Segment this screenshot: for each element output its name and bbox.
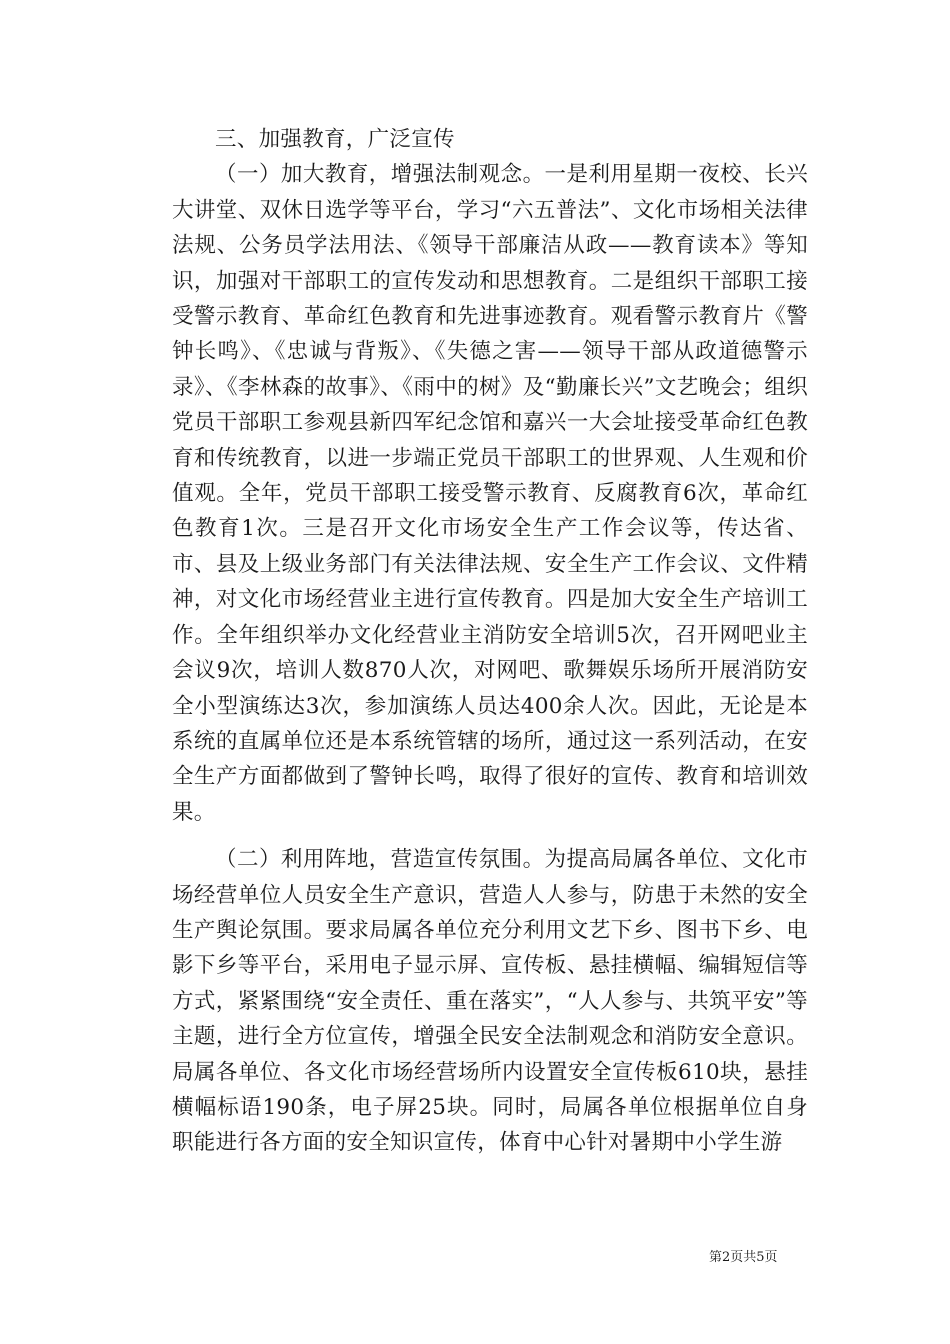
document-body [172,122,808,1161]
page-number: 第2页共5页 [709,1250,778,1265]
paragraph-publicity: （二）利用阵地，营造宣传氛围。为提高局属各单位、文化市场经营单位人员安全生产意识，营造人人参与，防患于未然的安全生产舆论氛围。要求局属各单位充分利用文艺下乡、图书下乡、电影下乡等平台，采用电子显示屏、宣传板、悬挂横幅、编辑短信等方式，紧紧围绕“安全责任、重在落实”，“人人参与、共筑平安”等主题，进行全方位宣传，增强全民安全法制观念和消防安全意识。局属各单位、各文化市场经营场所内设置安全宣传板610块，悬挂横幅标语190条，电子屏25块。同时，局属各单位根据单位自身职能进行各方面的安全知识宣传，体育中心针对暑期中小学生游 [172,847,808,1156]
section-heading: 三、加强教育，广泛宣传 [215,127,455,152]
paragraph-education: （一）加大教育，增强法制观念。一是利用星期一夜校、长兴大讲堂、双休日选学等平台，学习“六五普法”、文化市场相关法律法规、公务员学法用法、《领导干部廉洁从政——教育读本》等知识，加强对干部职工的宣传发动和思想教育。二是组织干部职工接受警示教育、革命红色教育和先进事迹教育。观看警示教育片《警钟长鸣》、《忠诚与背叛》、《失德之害——领导干部从政道德警示录》、《李林森的故事》、《雨中的树》及“勤廉长兴”文艺晚会；组织党员干部职工参观县新四军纪念馆和嘉兴一大会址接受革命红色教育和传统教育，以进一步端正党员干部职工的世界观、人生观和价值观。全年，党员干部职工接受警示教育、反腐教育6次，革命红色教育1次。三是召开文化市场安全生产工作会议等，传达省、市、县及上级业务部门有关法律法规、安全生产工作会议、文件精神，对文化市场经营业主进行宣传教育。四是加大安全生产培训工作。全年组织举办文化经营业主消防安全培训5次，召开网吧业主会议9次，培训人数870人次，对网吧、歌舞娱乐场所开展消防安全小型演练达3次，参加演练人员达400余人次。因此，无论是本系统的直属单位还是本系统管辖的场所，通过这一系列活动，在安全生产方面都做到了警钟长鸣，取得了很好的宣传、教育和培训效果。 [172,162,808,825]
